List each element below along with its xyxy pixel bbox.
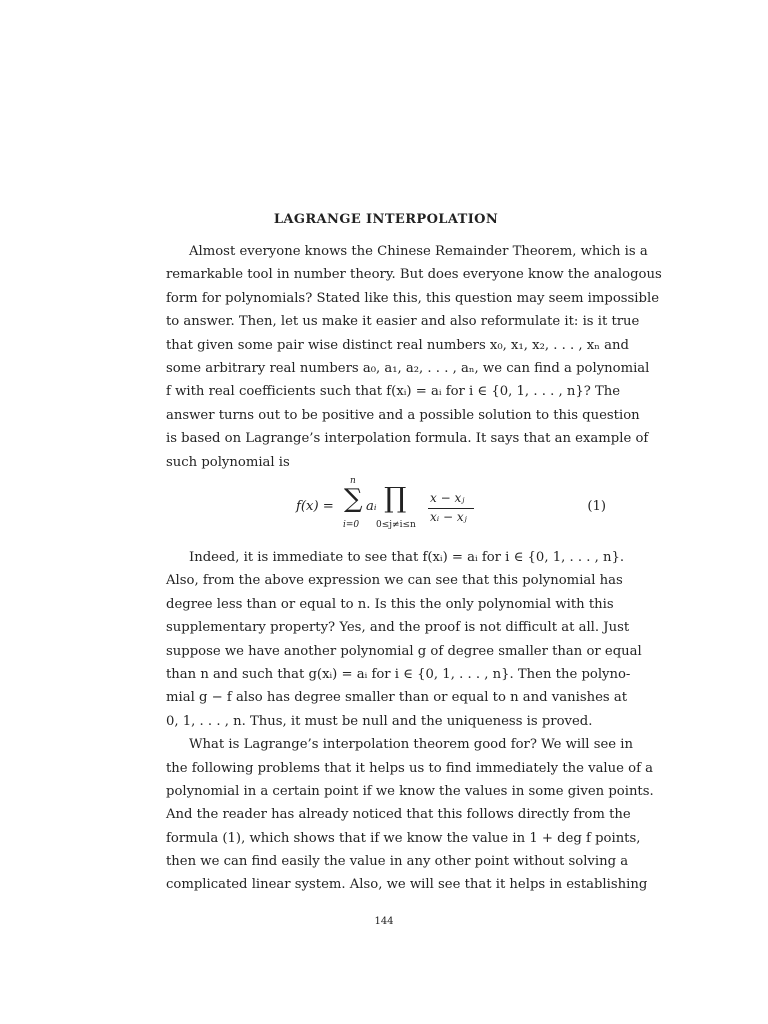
text-line: is based on Lagrange’s interpolation formula. It says that an example of <box>166 431 649 447</box>
section-title: LAGRANGE INTERPOLATION <box>273 212 499 227</box>
text-line: mial g − f also has degree smaller than or equal to n and vanishes at <box>166 690 628 706</box>
text-line: then we can find easily the value in any other point without solving a <box>166 854 629 870</box>
text-line: f with real coefficients such that f(xᵢ) = aᵢ for i ∈ {0, 1, . . . , n}? The <box>166 384 621 400</box>
text-line: the following problems that it helps us to find immediately the value of a <box>166 760 654 776</box>
coefficient: aᵢ <box>366 499 377 514</box>
paragraph-2 <box>166 546 654 897</box>
fraction-denominator: xᵢ − xⱼ <box>430 510 467 524</box>
text-line: to answer. Then, let us make it easier and also reformulate it: is it true <box>166 314 640 330</box>
text-line: answer turns out to be positive and a possible solution to this question <box>166 407 640 423</box>
text-line: that given some pair wise distinct real numbers x₀, x₁, x₂, . . . , xₙ and <box>166 337 629 353</box>
text-line: some arbitrary real numbers a₀, a₁, a₂, . . . , aₙ, we can find a polynomial <box>166 360 650 376</box>
sum-lower-limit: i=0 <box>343 520 360 530</box>
text-line: 0, 1, . . . , n. Thus, it must be null and the uniqueness is proved. <box>166 713 593 729</box>
text-line: Indeed, it is immediate to see that f(xᵢ) = aᵢ for i ∈ {0, 1, . . . , n}. <box>189 550 625 565</box>
text-line: supplementary property? Yes, and the proof is not difficult at all. Just <box>166 620 630 636</box>
text-line: Almost everyone knows the Chinese Remainder Theorem, which is a <box>189 244 648 259</box>
paragraph-1 <box>166 240 662 474</box>
text-line: Also, from the above expression we can see that this polynomial has <box>166 573 623 589</box>
sum-upper-limit: n <box>350 476 356 486</box>
fraction-bar <box>428 508 474 509</box>
text-line: suppose we have another polynomial g of degree smaller than or equal <box>166 643 642 659</box>
text-line: What is Lagrange’s interpolation theorem good for? We will see in <box>189 737 633 753</box>
sum-symbol: ∑ <box>344 484 363 514</box>
text-line: complicated linear system. Also, we will see that it helps in establishing <box>166 877 648 893</box>
page-number: 144 <box>374 916 394 927</box>
product-lower-limit: 0≤j≠i≤n <box>376 520 416 530</box>
text-line: remarkable tool in number theory. But does everyone know the analogous <box>166 267 662 283</box>
text-line: And the reader has already noticed that this follows directly from the <box>166 807 631 823</box>
text-line: degree less than or equal to n. Is this the only polynomial with this <box>166 596 614 612</box>
text-line: such polynomial is <box>166 454 290 470</box>
text-line: than n and such that g(xᵢ) = aᵢ for i ∈ {0, 1, . . . , n}. Then the polyno- <box>166 666 631 682</box>
lagrange-formula <box>166 476 606 534</box>
text-line: formula (1), which shows that if we know the value in 1 + deg f points, <box>166 830 641 846</box>
fraction-numerator: x − xⱼ <box>430 491 465 505</box>
equation-number: (1) <box>587 499 606 514</box>
text-line: form for polynomials? Stated like this, this question may seem impossible <box>166 290 659 306</box>
text-line: polynomial in a certain point if we know the values in some given points. <box>166 783 654 799</box>
product-symbol: ∏ <box>384 481 407 514</box>
formula-lhs: f(x) = <box>296 499 334 514</box>
